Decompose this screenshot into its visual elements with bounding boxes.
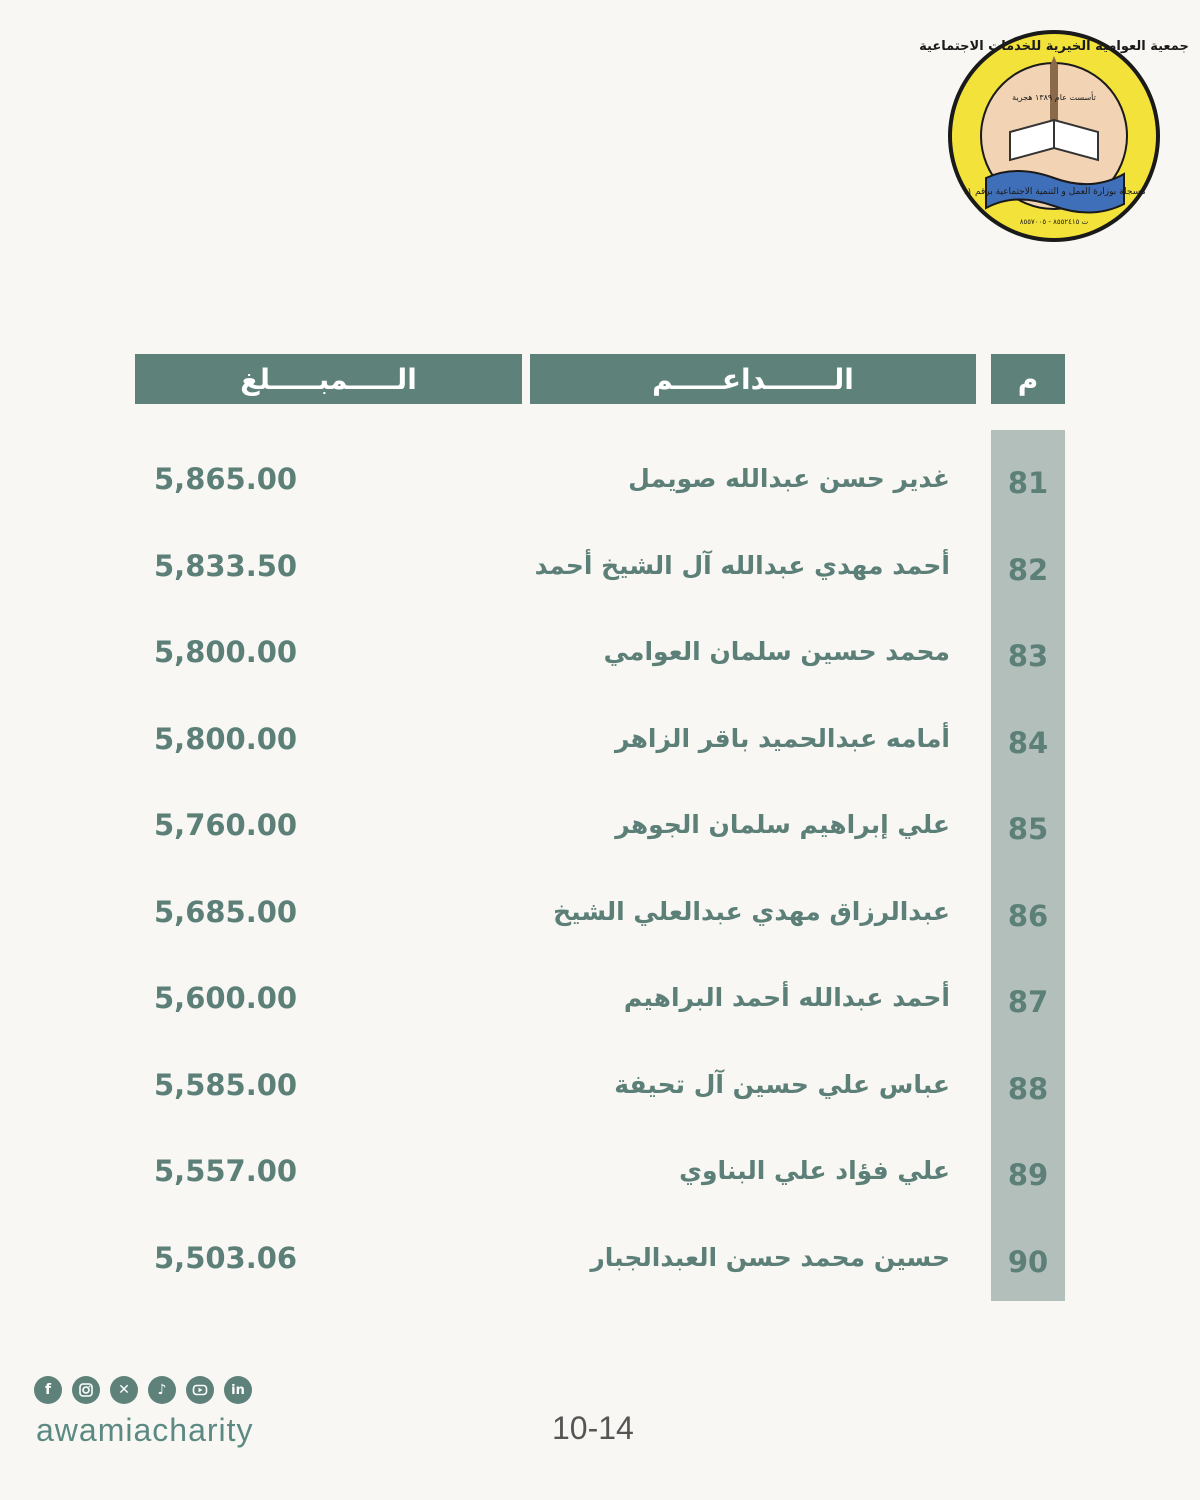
row-amount: 5,503.06 xyxy=(154,1241,298,1275)
facebook-icon[interactable]: f xyxy=(34,1376,62,1404)
row-amount: 5,760.00 xyxy=(154,808,298,842)
table-row xyxy=(0,527,1200,613)
social-handle[interactable]: awamiacharity xyxy=(36,1412,254,1448)
row-donor-name: أحمد مهدي عبدالله آل الشيخ أحمد xyxy=(534,551,950,580)
social-links xyxy=(34,1376,252,1404)
row-amount: 5,685.00 xyxy=(154,895,298,929)
header-donor: الـــــــداعـــــم xyxy=(530,354,976,404)
row-donor-name: أحمد عبدالله أحمد البراهيم xyxy=(623,983,950,1012)
x-icon[interactable]: ✕ xyxy=(110,1376,138,1404)
row-amount: 5,800.00 xyxy=(154,722,298,756)
instagram-icon[interactable] xyxy=(72,1376,100,1404)
tiktok-icon[interactable]: ♪ xyxy=(148,1376,176,1404)
table-row xyxy=(0,440,1200,526)
table-row xyxy=(0,959,1200,1045)
youtube-icon[interactable] xyxy=(186,1376,214,1404)
row-index: 89 xyxy=(1007,1158,1049,1192)
table-row xyxy=(0,1132,1200,1218)
table-row xyxy=(0,1046,1200,1132)
charity-logo xyxy=(919,28,1189,244)
table-row xyxy=(0,1219,1200,1305)
row-donor-name: حسين محمد حسن العبدالجبار xyxy=(590,1243,950,1272)
row-index: 86 xyxy=(1007,899,1049,933)
row-donor-name: محمد حسين سلمان العوامي xyxy=(603,637,950,666)
row-amount: 5,585.00 xyxy=(154,1068,298,1102)
row-index: 83 xyxy=(1007,639,1049,673)
row-amount: 5,800.00 xyxy=(154,635,298,669)
row-donor-name: غدير حسن عبدالله صويمل xyxy=(628,464,950,493)
row-donor-name: عباس علي حسين آل تحيفة xyxy=(614,1070,950,1099)
row-amount: 5,865.00 xyxy=(154,462,298,496)
logo-name: جمعية العوامية الخيرية للخدمات الاجتماعية xyxy=(919,39,1189,54)
row-donor-name: علي فؤاد علي البناوي xyxy=(679,1156,950,1185)
table-row xyxy=(0,613,1200,699)
table-row xyxy=(0,700,1200,786)
table-row xyxy=(0,873,1200,959)
linkedin-icon[interactable]: in xyxy=(224,1376,252,1404)
row-amount: 5,600.00 xyxy=(154,981,298,1015)
table-row xyxy=(0,786,1200,872)
page-number: 10-14 xyxy=(552,1410,634,1446)
row-index: 88 xyxy=(1007,1072,1049,1106)
row-index: 90 xyxy=(1007,1245,1049,1279)
header-amount: الـــــمبـــــلغ xyxy=(135,354,522,404)
row-donor-name: عبدالرزاق مهدي عبدالعلي الشيخ xyxy=(553,897,950,926)
row-index: 82 xyxy=(1007,553,1049,587)
row-amount: 5,833.50 xyxy=(154,549,298,583)
header-index: م xyxy=(991,354,1065,404)
logo-phones: ت ٨٥٥٢٤١٥ - ٨٥٥٧٠٠٥ xyxy=(1019,218,1089,226)
row-index: 85 xyxy=(1007,812,1049,846)
row-index: 81 xyxy=(1007,466,1049,500)
row-donor-name: أمامه عبدالحميد باقر الزاهر xyxy=(615,724,950,753)
row-index: 87 xyxy=(1007,985,1049,1019)
logo-registration: مسجلة بوزارة العمل و التنمية الاجتماعية برقم ١١ xyxy=(962,187,1146,197)
row-amount: 5,557.00 xyxy=(154,1154,298,1188)
row-donor-name: علي إبراهيم سلمان الجوهر xyxy=(615,810,950,839)
logo-founded: تأسست عام ١٣٨٩ هجرية xyxy=(1012,93,1096,102)
row-index: 84 xyxy=(1007,726,1049,760)
